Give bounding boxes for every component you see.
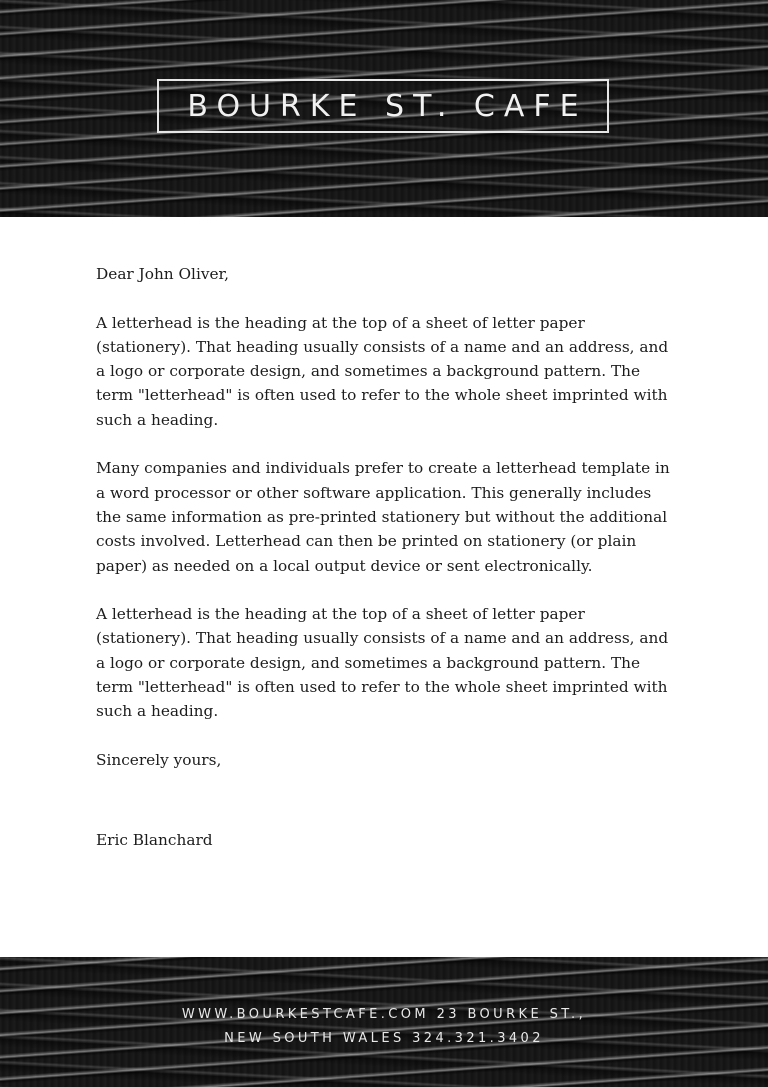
letter-paragraph-1: A letterhead is the heading at the top of a sheet of letter paper (stationery). That heading usually consists of a name and an address, and a logo or corporate design, and sometimes a background pattern. The term "letterhead" is often used to refer to the whole sheet imprinted with such a heading. (96, 313, 669, 429)
letter-greeting: Dear John Oliver, (96, 265, 230, 283)
letter-paragraph-2: Many companies and individuals prefer to create a letterhead template in a word processor or other software application. This generally includes the same information as pre-printed stationery but without the additional costs involved. Letterhead can then be printed on stationery (or plain paper) as needed on a local output device or sent electronically. (96, 459, 670, 575)
letter-signature: Eric Blanchard (96, 831, 213, 850)
logo-text: BOURKE ST. CAFE (187, 88, 588, 124)
letter-body (96, 262, 681, 853)
letter-closing: Sincerely yours, (96, 750, 222, 769)
footer-line-website-address: WWW.BOURKESTCAFE.COM 23 BOURKE ST., (181, 1007, 587, 1022)
footer-contact (0, 1003, 768, 1051)
logo-frame (157, 79, 609, 133)
footer-line-region-phone: NEW SOUTH WALES 324.321.3402 (224, 1031, 544, 1046)
letter-paragraph-3: A letterhead is the heading at the top of a sheet of letter paper (stationery). That heading usually consists of a name and an address, and a logo or corporate design, and sometimes a background pattern. The term "letterhead" is often used to refer to the whole sheet imprinted with such a heading. (96, 605, 669, 721)
